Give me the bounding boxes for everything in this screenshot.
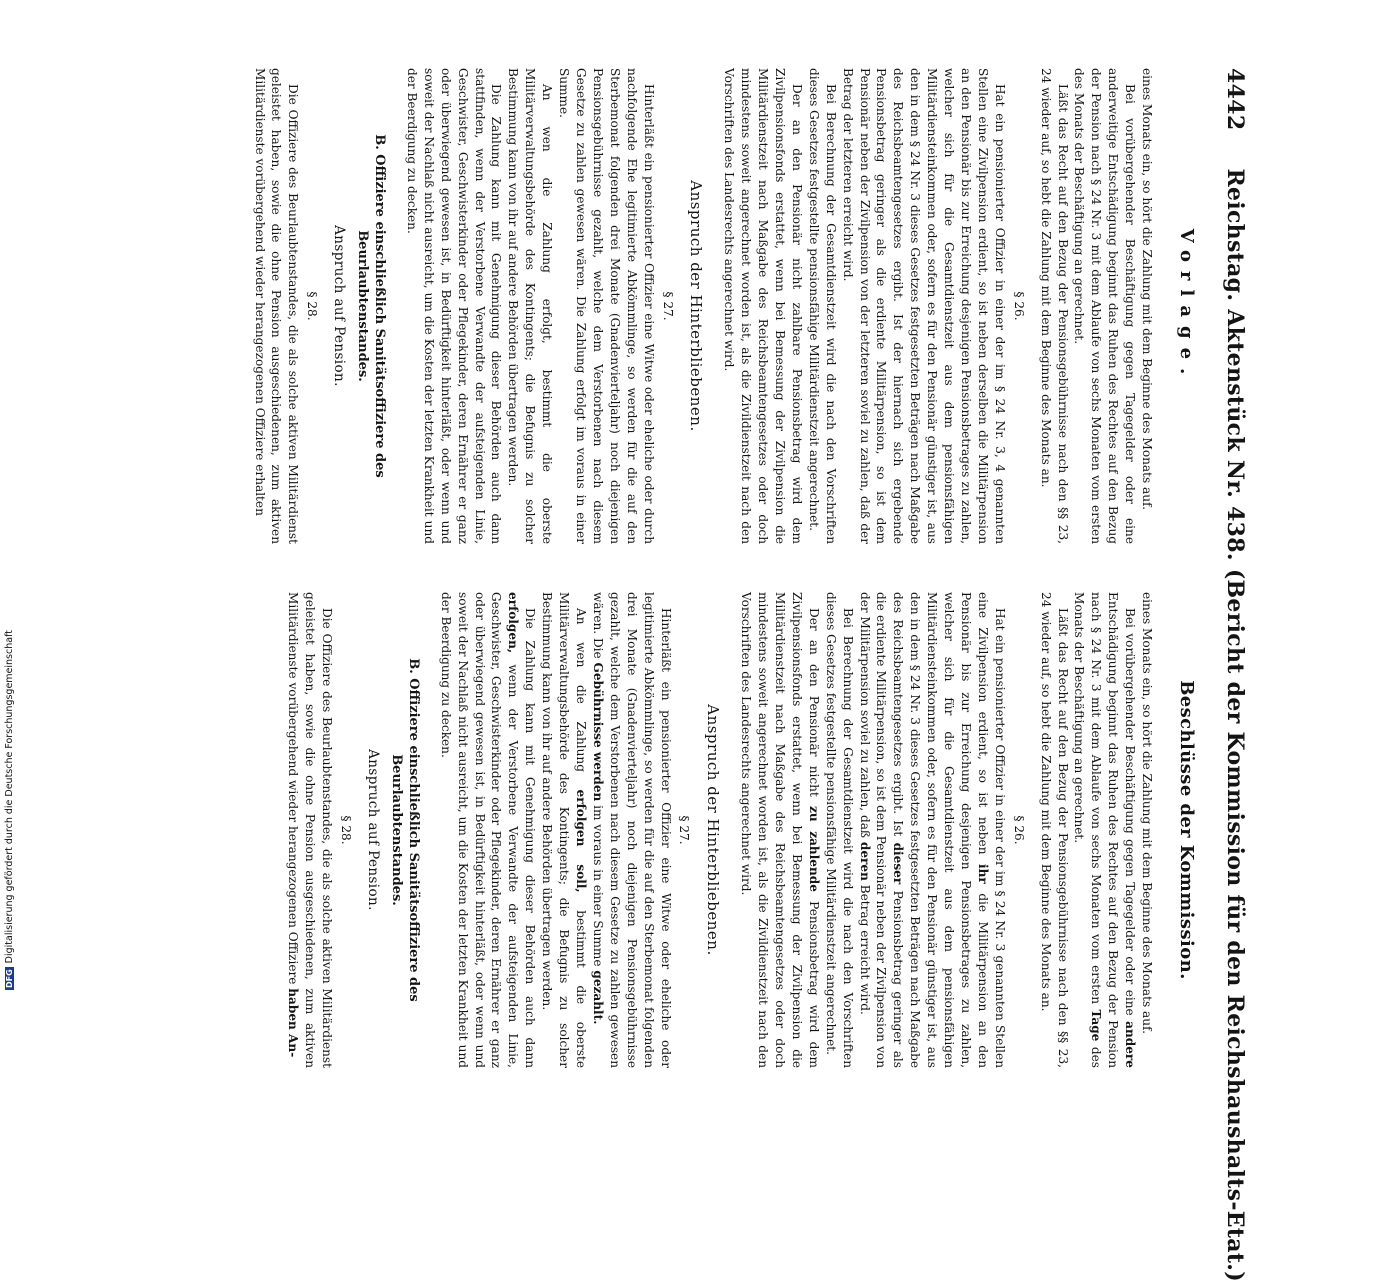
column-title-vorlage: Vorlage.	[1176, 228, 1197, 384]
document-page	[68, 68, 1248, 1282]
text-run: Pensionsbetrag wird dem Zivilpensionsfonds erstattet, wenn bei Bemessung der Zivilpension die Militärdienstzeit nach Maßgabe des Reichsbeamtengesetzes oder doch mindestens soweit angerechnet worden ist, als die Zivildienstzeit nach den Vorschriften des Landesrechts angerechnet wird.	[739, 592, 821, 1068]
section-number: § 26.	[1011, 291, 1026, 321]
section-number: § 28.	[305, 291, 320, 321]
text-run: im voraus in einer Summe	[590, 801, 605, 971]
text-run: Der an den Pensionär nicht	[806, 608, 821, 806]
text-run: die Militärpension an den Pensionär bis zur Erreichung desjenigen Pensionsbetrages zu zahlen, welcher sich für die Gesamtdienstzeit aus dem pensionsfähigen Militärdiensteinkommen oder, sofern es für den Pensionär günstiger ist, aus den in dem § 24 Nr. 3 dieses Gesetzes festgesetzten Beträgen nach Maßgabe des Reichsbeamtengesetzes ergibt. Ist	[891, 592, 990, 1069]
footer-credit-text: Digitalisierung gefördert durch die Deutsche Forschungsgemeinschaft	[4, 630, 15, 964]
column-title-beschluesse: Beschlüsse der Kommission.	[1176, 680, 1197, 980]
text-run: Entschädigung beginnt das Ruhen des Rechtes auf den Bezug der Pension nach § 24 Nr. 3 mit dem Ablaufe von sechs Monaten vom ersten	[1089, 592, 1121, 1068]
text-run: Pensionsbetrag geringer als die erdiente Militärpension, so ist dem Pensionär neben der Zivilpension von der Militärpension soviel zu zahlen, daß	[857, 592, 906, 1068]
text-run: wenn der Verstorbene Verwandte der aufsteigenden Linie, Geschwister, Geschwisterkinder oder Pflegekinder, deren Ernährer er ganz oder überwiegend gewesen ist, in Bedürftigkeit hinterläßt, oder wenn und soweit der Nachlaß nicht ausreicht, um die Kosten der letzten Krankheit und der Beerdigung zu decken.	[438, 592, 521, 1068]
section-number: § 28.	[339, 815, 354, 845]
emphasis: deren	[857, 841, 872, 881]
emphasis: erfolgen soll,	[574, 789, 588, 893]
section-number: § 27.	[660, 291, 675, 321]
text-run: Hat ein pensionierter Offizier in einer der im § 24 Nr. 3 genannten Stellen eine Zivilpension erdient, so ist neben	[975, 592, 1007, 1068]
emphasis: Tage	[1089, 1009, 1104, 1042]
paragraph: Bei Berechnung der Gesamtdienstzeit wird die nach den Vorschriften dieses Gesetzes festgestellte pensionsfähige Militärdienstzeit angerechnet.	[806, 68, 838, 544]
paragraph: Die Offiziere des Beurlaubtenstandes, die als solche aktiven Militärdienst geleistet haben, sowie die ohne Pension ausgeschiedenen, zum aktiven Militärdienste vorübergehend wieder herangezogenen Offiziere erhalten	[252, 68, 301, 544]
paragraph	[1071, 592, 1139, 1068]
emphasis: haben An-	[286, 988, 301, 1058]
text-run: Betrag erreicht wird.	[857, 880, 872, 1015]
text-run: Bei vorübergehender Beschäftigung gegen Tagegelder oder eine	[1123, 608, 1138, 1022]
paragraph: Die Zahlung kann mit Genehmigung dieser Behörden auch dann stattfinden, wenn der Verstorbene Verwandte der aufsteigenden Linie, Geschwister, Geschwisterkinder oder Pflegekinder, deren Ernährer er ganz oder überwiegend gewesen ist, in Bedürftigkeit hinterläßt, oder wenn und soweit der Nachlaß nicht ausreicht, um die Kosten der letzten Krankheit und der Beerdigung zu decken.	[404, 68, 504, 544]
footer-credit	[4, 590, 15, 990]
paragraph: Läßt das Recht auf den Bezug der Pensionsgebührnisse nach den §§ 23, 24 wieder auf, so hebt die Zahlung mit dem Beginne des Monats an.	[1038, 68, 1070, 544]
text-run: Die Zahlung kann mit Genehmigung dieser Behörden auch dann	[523, 608, 538, 1068]
subsection-heading: B. Offiziere einschließlich Sanitätsoffiziere des Beurlaubtenstandes.	[355, 134, 388, 478]
emphasis: zu zahlende	[806, 806, 821, 892]
paragraph: Läßt das Recht auf den Bezug der Pensionsgebührnisse nach den §§ 23, 24 wieder auf, so hebt die Zahlung mit dem Beginne des Monats an.	[1038, 592, 1070, 1068]
paragraph	[856, 592, 1008, 1068]
paragraph	[437, 592, 538, 1068]
column-beschluesse	[70, 592, 1204, 1068]
column-vorlage	[70, 68, 1204, 544]
page-number: 4442	[1222, 68, 1248, 131]
paragraph: Bei Berechnung der Gesamtdienstzeit wird die nach den Vorschriften dieses Gesetzes festgestellte pensionsfähige Militärdienstzeit angerechnet.	[823, 592, 855, 1068]
page-title: Reichstag. Aktenstück Nr. 438. (Bericht der Kommission für den Reichshaushalts-Etat.)	[1222, 168, 1248, 1282]
paragraph: eines Monats ein, so hört die Zahlung mit dem Beginne des Monats auf.	[1140, 68, 1155, 510]
emphasis: andere	[1123, 1021, 1138, 1068]
emphasis: dieser	[891, 842, 906, 885]
text-run: Die Offiziere des Beurlaubtenstandes, die als solche aktiven Militärdienst geleistet haben, sowie die ohne Pension ausgeschiedenen, zum aktiven Militärdienste vorübergehend wieder herangezogenen Offiziere	[286, 592, 335, 1068]
paragraph: Hinterläßt ein pensionierter Offizier eine Witwe oder eheliche oder durch nachfolgende Ehe legitimierte Abkömmlinge, so werden für die auf den Sterbemonat folgenden drei Monate (Gnadenvierteljahr) noch diejenigen Pensionsgebührnisse gezahlt, welche dem Verstorbenen nach diesem Gesetze zu zahlen gewesen wären. Die Zahlung erfolgt im voraus in einer Summe.	[557, 68, 656, 544]
text-run: Hinterläßt ein pensionierter Offizier eine Witwe oder eheliche oder legitimierte Abkömmlinge, so werden für die auf den Sterbemonat folgenden drei Monate (Gnadenvierteljahr) noch diejenigen Pensionsgebührnisse gezahlt, welche dem Verstorbenen nach diesem Gesetze zu zahlen gewesen wären. Die	[590, 592, 673, 1068]
subsection-heading: B. Offiziere einschließlich Sanitätsoffiziere des Beurlaubtenstandes.	[388, 658, 421, 1002]
paragraph	[737, 592, 822, 1068]
paragraph: An wen die Zahlung erfolgt, bestimmt die oberste Militärverwaltungsbehörde des Kontingents; die Befugnis zu solcher Bestimmung kann von ihr auf andere Behörden übertragen werden.	[506, 68, 555, 544]
text-run: An wen die Zahlung	[574, 608, 588, 790]
paragraph: Bei vorübergehender Beschäftigung gegen Tagegelder oder eine anderweitige Entschädigung beginnt das Ruhen des Rechtes auf den Bezug der Pension nach § 24 Nr. 3 mit dem Ablaufe von sechs Monaten vom ersten des Monats der Beschäftigung an gerechnet.	[1072, 68, 1138, 544]
text-run: des Monats der Beschäftigung an gerechnet.	[1072, 592, 1104, 1068]
emphasis: gezahlt.	[590, 970, 605, 1025]
section-number: § 26.	[1011, 815, 1026, 845]
section-heading: Anspruch der Hinterbliebenen.	[687, 180, 706, 432]
emphasis: ihr	[975, 864, 990, 884]
paragraph	[538, 592, 589, 1068]
emphasis: Gebührnisse werden	[590, 662, 605, 802]
paragraph	[285, 592, 336, 1068]
footer	[0, 0, 18, 1000]
paragraph	[589, 592, 674, 1068]
dfg-logo: DFG	[5, 969, 14, 988]
subsection-subheading: Anspruch auf Pension.	[365, 749, 382, 911]
paragraph: eines Monats ein, so hört die Zahlung mit dem Beginne des Monats auf.	[1140, 592, 1155, 1034]
paragraph: Der an den Pensionär nicht zahlbare Pensionsbetrag wird dem Zivilpensionsfonds erstattet, wenn bei Bemessung der Zivilpension die Militärdienstzeit nach Maßgabe des Reichsbeamtengesetzes oder doch mindestens soweit angerechnet worden ist, als die Zivildienstzeit nach den Vorschriften des Landesrechts angerechnet wird.	[722, 68, 804, 544]
paragraph: Hat ein pensionierter Offizier in einer der im § 24 Nr. 3, 4 genannten Stellen eine Zivilpension erdient, so ist neben derselben die Militärpension an den Pensionär bis zur Erreichung desjenigen Pensionsbetrages zu zahlen, welcher sich für die Gesamtdienstzeit aus dem pensionsfähigen Militärdiensteinkommen oder, sofern es für den Pensionär günstiger ist, aus den in dem § 24 Nr. 3 dieses Gesetzes festgesetzten Beträgen nach Maßgabe des Reichsbeamtengesetzes ergibt. Ist der hiernach sich ergebende Pensionsbetrag geringer als die erdiente Militärpension, so ist dem Pensionär neben der Zivilpension von der letzteren soviel zu zahlen, daß der Betrag der letzteren erreicht wird.	[840, 68, 1007, 544]
subsection-subheading: Anspruch auf Pension.	[331, 225, 348, 387]
page-header	[1212, 68, 1248, 1282]
text-run: bestimmt die oberste Militärverwaltungsbehörde des Kontingents; die Befugnis zu solcher Bestimmung kann von ihr auf andere Behörden übertragen werden.	[540, 592, 588, 1068]
section-heading: Anspruch der Hinterbliebenen.	[704, 704, 723, 956]
emphasis: erfolgen,	[506, 592, 521, 654]
section-number: § 27.	[677, 815, 692, 845]
